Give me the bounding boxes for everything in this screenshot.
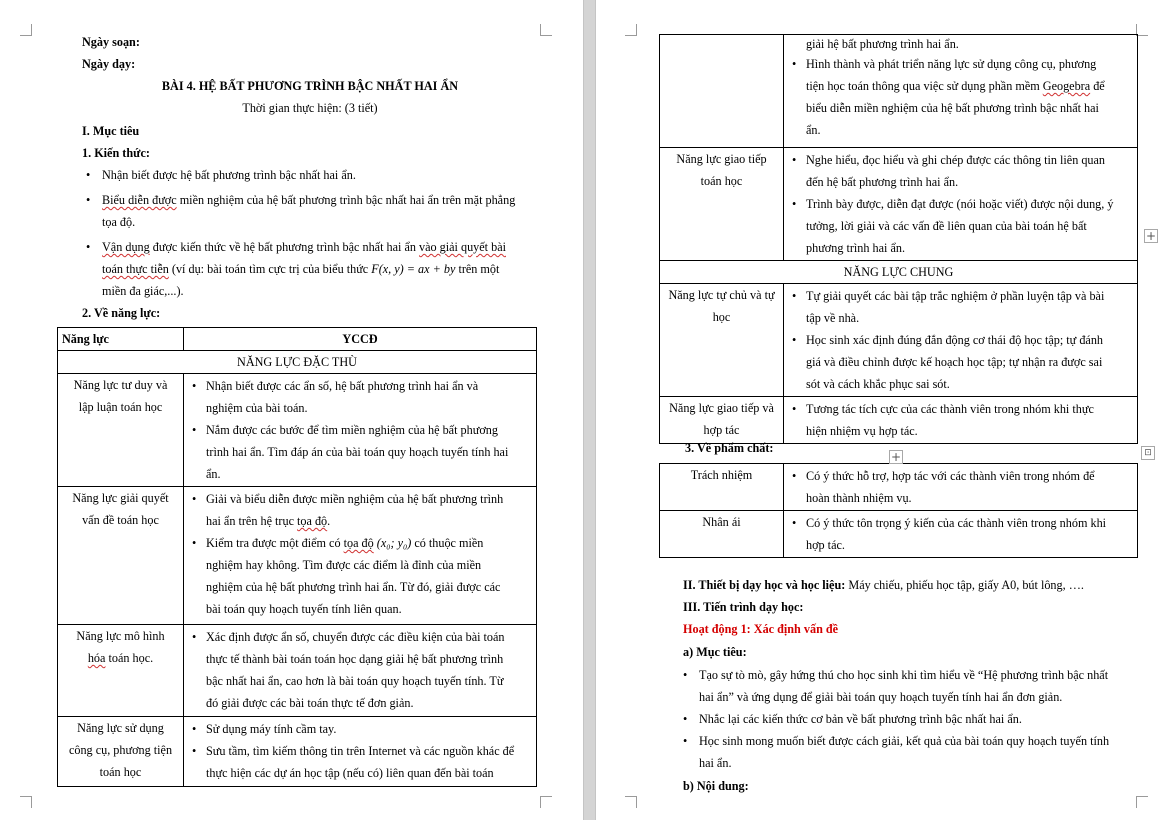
- row-requirements: [784, 397, 1138, 444]
- table-row[interactable]: [660, 464, 1138, 511]
- math-expression: F(x, y) = ax + by: [371, 262, 456, 276]
- table-row[interactable]: [58, 717, 537, 787]
- list-item: • Nhận biết được hệ bất phương trình bậc nhất hai ẩn.: [82, 164, 540, 186]
- subheading-knowledge: 1. Kiến thức:: [82, 146, 150, 160]
- list-item: • Xác định được ẩn số, chuyển được các điều kiện của bài toán thực tế thành bài toán toán học dạng giải hệ bất phương trình bậc nhất hai ẩn, cao hơn là bài toán quy hoạch tuyến tính. Từ đó giải được các bài toán thực tế đơn giản.: [184, 626, 532, 714]
- text-cursor: [1137, 285, 1138, 299]
- row-caption: Năng lực giao tiếp và hợp tác: [660, 397, 784, 444]
- list-item: • Nghe hiểu, đọc hiểu và ghi chép được các thông tin liên quan đến hệ bất phương trình hai ẩn.: [784, 149, 1133, 193]
- group-header-general: NĂNG LỰC CHUNG: [660, 261, 1138, 284]
- table-row[interactable]: [58, 374, 537, 487]
- lesson-duration: Thời gian thực hiện: (3 tiết): [242, 101, 378, 115]
- table-row[interactable]: [58, 625, 537, 717]
- row-requirements: [784, 148, 1138, 261]
- table-group-row: [660, 261, 1138, 284]
- list-item: • Giải và biểu diễn được miền nghiệm của hệ bất phương trình hai ẩn trên hệ trục tọa độ.: [184, 488, 532, 532]
- list-item: • Biểu diễn được miền nghiệm của hệ bất phương trình bậc nhất hai ẩn trên mặt phẳng tọa độ.: [82, 189, 540, 233]
- list-item: • Học sinh xác định đúng đắn động cơ thái độ học tập; tự đánh giá và điều chỉnh được kế hoạch học tập; tự nhận ra được sai sót và cách khắc phục sai sót.: [784, 329, 1133, 395]
- row-caption: [660, 35, 784, 148]
- resize-icon[interactable]: ⊡: [1141, 446, 1155, 460]
- page-corner-mark: [540, 796, 552, 808]
- document-page-left[interactable]: [0, 0, 583, 820]
- row-requirements: [184, 374, 537, 487]
- list-item: • Học sinh mong muốn biết được cách giải, kết quả của bài toán quy hoạch tuyến tính hai ẩn.: [679, 730, 1149, 774]
- group-header-specific: NĂNG LỰC ĐẶC THÙ: [58, 351, 537, 374]
- competency-table[interactable]: [57, 327, 537, 787]
- row-caption: Năng lực mô hình hóa toán học.: [58, 625, 184, 717]
- row-requirements: [184, 487, 537, 625]
- row-caption: Năng lực giải quyết vấn đề toán học: [58, 487, 184, 625]
- list-item: • Nhận biết được các ẩn số, hệ bất phương trình hai ẩn và nghiệm của bài toán.: [184, 375, 532, 419]
- list-item: • Tương tác tích cực của các thành viên trong nhóm khi thực hiện nhiệm vụ hợp tác.: [784, 398, 1133, 442]
- list-item: • Tạo sự tò mò, gây hứng thú cho học sinh khi tìm hiểu về “Hệ phương trình bậc nhất hai ẩn” và ứng dụng để giải bài toán quy hoạch tuyến tính hai ẩn đơn giản.: [679, 664, 1149, 708]
- plus-icon[interactable]: +: [890, 450, 902, 464]
- subheading-competency: 2. Về năng lực:: [82, 306, 161, 320]
- document-page-right[interactable]: [596, 0, 1172, 820]
- list-item: • Kiểm tra được một điểm có tọa độ (x₀; y₀) có thuộc miền nghiệm hay không. Tìm được các điểm là đỉnh của miền nghiệm của hệ bất phương trình hai ẩn. Từ đó, giải được các bài toán quy hoạch tuyến tính liên quan.: [184, 532, 532, 620]
- table-row[interactable]: [660, 35, 1138, 148]
- page-gap: [583, 0, 596, 820]
- section-heading-objectives: I. Mục tiêu: [82, 124, 140, 138]
- row-requirements: giải hệ bất phương trình hai ẩn. • Hình thành và phát triển năng lực sử dụng công cụ, phương tiện học toán thông qua việc sử dụng phần mềm Geogebra để biểu diễn miền nghiệm của hệ bất phương trình bậc nhất hai ẩn.: [784, 35, 1138, 148]
- table-header-row: [58, 328, 537, 351]
- objectives-list: [679, 664, 1149, 774]
- list-item: • Có ý thức tôn trọng ý kiến của các thành viên trong nhóm khi hợp tác.: [784, 512, 1133, 556]
- row-caption: Năng lực giao tiếp toán học: [660, 148, 784, 261]
- page-corner-mark: [1136, 796, 1148, 808]
- section-heading-process: III. Tiến trình dạy học:: [683, 600, 804, 614]
- knowledge-list: [82, 164, 540, 302]
- subheading-qualities: 3. Về phẩm chất:: [685, 441, 774, 455]
- list-item: • Trình bày được, diễn đạt được (nói hoặc viết) được nội dung, ý tưởng, lời giải và các vấn đề liên quan của bài toán hệ bất phương trình hai ẩn.: [784, 193, 1133, 259]
- row-requirements: [784, 284, 1138, 397]
- list-item: • Nhắc lại các kiến thức cơ bản về bất phương trình bậc nhất hai ẩn.: [679, 708, 1149, 730]
- page-corner-mark: [540, 24, 552, 36]
- list-item: • Sử dụng máy tính cầm tay.: [184, 718, 532, 740]
- row-caption: Trách nhiệm: [660, 464, 784, 511]
- page-corner-mark: [20, 24, 32, 36]
- competency-table-continued[interactable]: [659, 34, 1138, 444]
- row-caption: Nhân ái: [660, 511, 784, 558]
- table-row[interactable]: [58, 487, 537, 625]
- column-header-requirements: YCCĐ: [184, 328, 537, 351]
- teach-date-label: Ngày dạy:: [82, 57, 136, 71]
- activity-1-heading: Hoạt động 1: Xác định vấn đề: [683, 622, 839, 636]
- row-caption: Năng lực tự chủ và tự học: [660, 284, 784, 397]
- table-group-row: [58, 351, 537, 374]
- prep-date-label: Ngày soạn:: [82, 35, 140, 49]
- equipment-paragraph: II. Thiết bị dạy học và học liệu: Máy chiếu, phiếu học tập, giấy A0, bút lông, ….: [683, 578, 1084, 592]
- list-item: • Hình thành và phát triển năng lực sử dụng công cụ, phương tiện học toán thông qua việc sử dụng phần mềm Geogebra để biểu diễn miền nghiệm của hệ bất phương trình bậc nhất hai ẩn.: [784, 53, 1133, 141]
- plus-icon[interactable]: +: [1145, 229, 1157, 243]
- row-requirements: [784, 511, 1138, 558]
- math-expression: (x₀; y₀): [373, 536, 412, 550]
- column-header-competency: Năng lực: [58, 328, 184, 351]
- table-row[interactable]: [660, 148, 1138, 261]
- row-requirements: [184, 717, 537, 787]
- list-item: • Nắm được các bước để tìm miền nghiệm của hệ bất phương trình hai ẩn. Tìm đáp án của bài toán quy hoạch tuyến tính hai ẩn.: [184, 419, 532, 485]
- row-requirements: [784, 464, 1138, 511]
- lesson-title: BÀI 4. HỆ BẤT PHƯƠNG TRÌNH BẬC NHẤT HAI ẨN: [161, 79, 459, 93]
- list-item: • Vận dụng được kiến thức về hệ bất phương trình bậc nhất hai ẩn vào giải quyết bài toán thực tiễn (ví dụ: bài toán tìm cực trị của biểu thức F(x, y) = ax + by trên một miền đa giác,...).: [82, 236, 540, 302]
- list-item: • Tự giải quyết các bài tập trắc nghiệm ở phần luyện tập và bài tập về nhà.: [784, 285, 1133, 329]
- row-requirements: [184, 625, 537, 717]
- list-item: • Có ý thức hỗ trợ, hợp tác với các thành viên trong nhóm để hoàn thành nhiệm vụ.: [784, 465, 1133, 509]
- row-caption: Năng lực sử dụng công cụ, phương tiện toán học: [58, 717, 184, 787]
- subheading-objectives: a) Mục tiêu:: [683, 645, 747, 659]
- subheading-content: b) Nội dung:: [683, 779, 749, 793]
- page-corner-mark: [20, 796, 32, 808]
- qualities-table[interactable]: [659, 463, 1138, 558]
- list-item: • Sưu tầm, tìm kiếm thông tin trên Internet và các nguồn khác để thực hiện các dự án học tập (nếu có) liên quan đến bài toán: [184, 740, 532, 784]
- page-corner-mark: [625, 24, 637, 36]
- table-row[interactable]: [660, 284, 1138, 397]
- table-row[interactable]: [660, 511, 1138, 558]
- page-corner-mark: [625, 796, 637, 808]
- row-caption: Năng lực tư duy và lập luận toán học: [58, 374, 184, 487]
